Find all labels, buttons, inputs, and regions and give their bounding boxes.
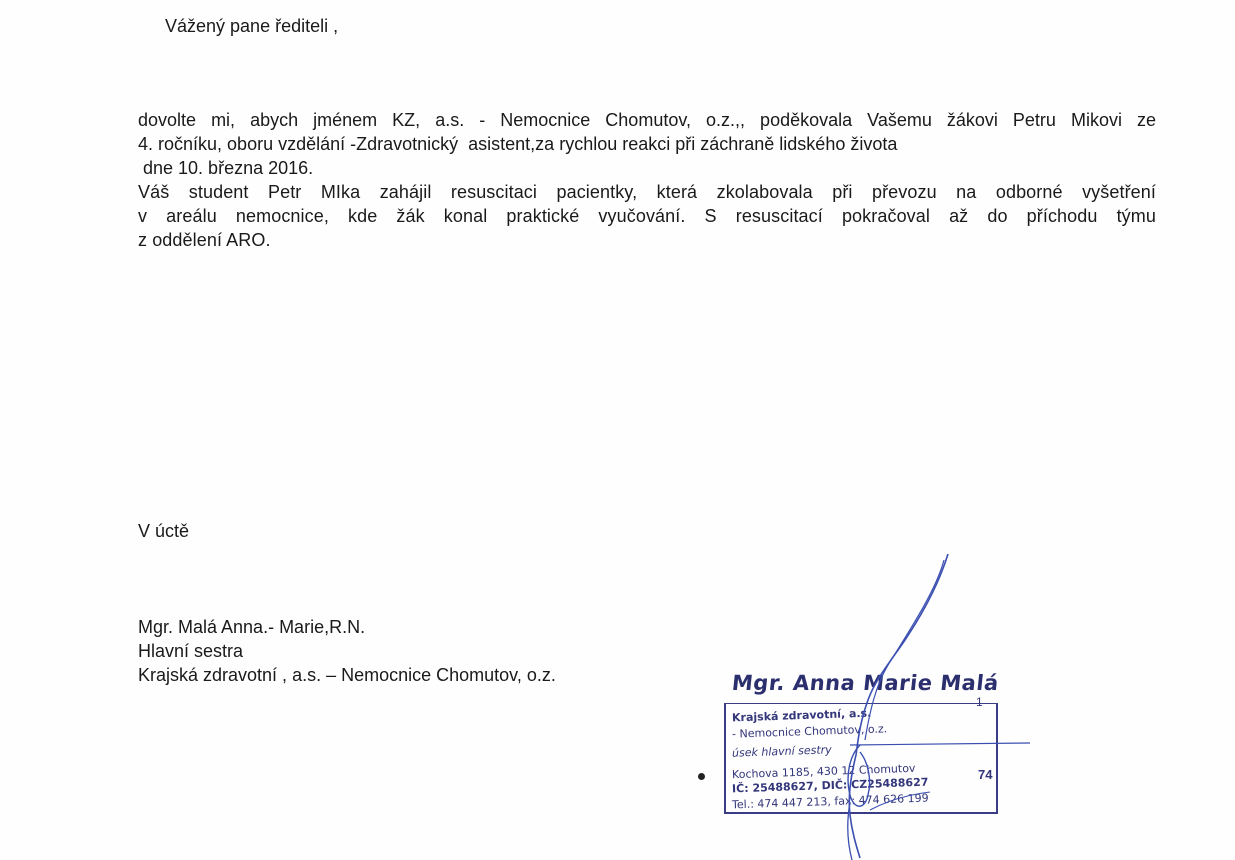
paragraph-description [138, 180, 1156, 252]
paragraph-line: dne 10. března 2016. [138, 158, 314, 178]
paragraph-line: dovolte mi, abych jménem KZ, a.s. - Nemocnice Chomutov, o.z.,, poděkovala Vašemu žákovi Petru Mikovi ze [138, 110, 1156, 130]
stamp-mark: 74 [978, 767, 993, 782]
salutation: Vážený pane řediteli , [165, 16, 339, 36]
signatory-position: Hlavní sestra [138, 641, 244, 661]
stamp-line: úsek hlavní sestry [731, 743, 832, 760]
closing: V úctě [138, 521, 190, 541]
stamp-line: Kochova 1185, 430 12 Chomutov [731, 761, 916, 782]
stamp-line: IČ: 25488627, DIČ: CZ25488627 [731, 775, 929, 796]
handwritten-signature [700, 540, 1050, 860]
signatory-block [138, 615, 556, 687]
signatory-name: Mgr. Malá Anna.- Marie,R.N. [138, 617, 366, 637]
stamp-name: Mgr. Anna Marie Malá [730, 671, 1001, 695]
paragraph-line: Váš student Petr MIka zahájil resuscitaci pacientky, která zkolabovala při převozu na odborné vyšetření [138, 182, 1156, 202]
stamp-mark: 1 [976, 695, 983, 709]
paragraph-line: z oddělení ARO. [138, 230, 271, 250]
stamp-line: Tel.: 474 447 213, fax: 474 626 199 [731, 791, 929, 812]
stamp-line: Krajská zdravotní, a.s. [731, 706, 872, 725]
paragraph-thanks [138, 108, 1156, 180]
signatory-organization: Krajská zdravotní , a.s. – Nemocnice Chomutov, o.z. [138, 665, 556, 685]
paragraph-line: 4. ročníku, oboru vzdělání -Zdravotnický asistent,za rychlou reakci při záchraně lidského života [138, 134, 898, 154]
paragraph-line: v areálu nemocnice, kde žák konal praktické vyučování. S resuscitací pokračoval až do příchodu týmu [138, 206, 1156, 226]
ink-dot [698, 773, 705, 780]
stamp-line: - Nemocnice Chomutov, o.z. [731, 722, 888, 741]
